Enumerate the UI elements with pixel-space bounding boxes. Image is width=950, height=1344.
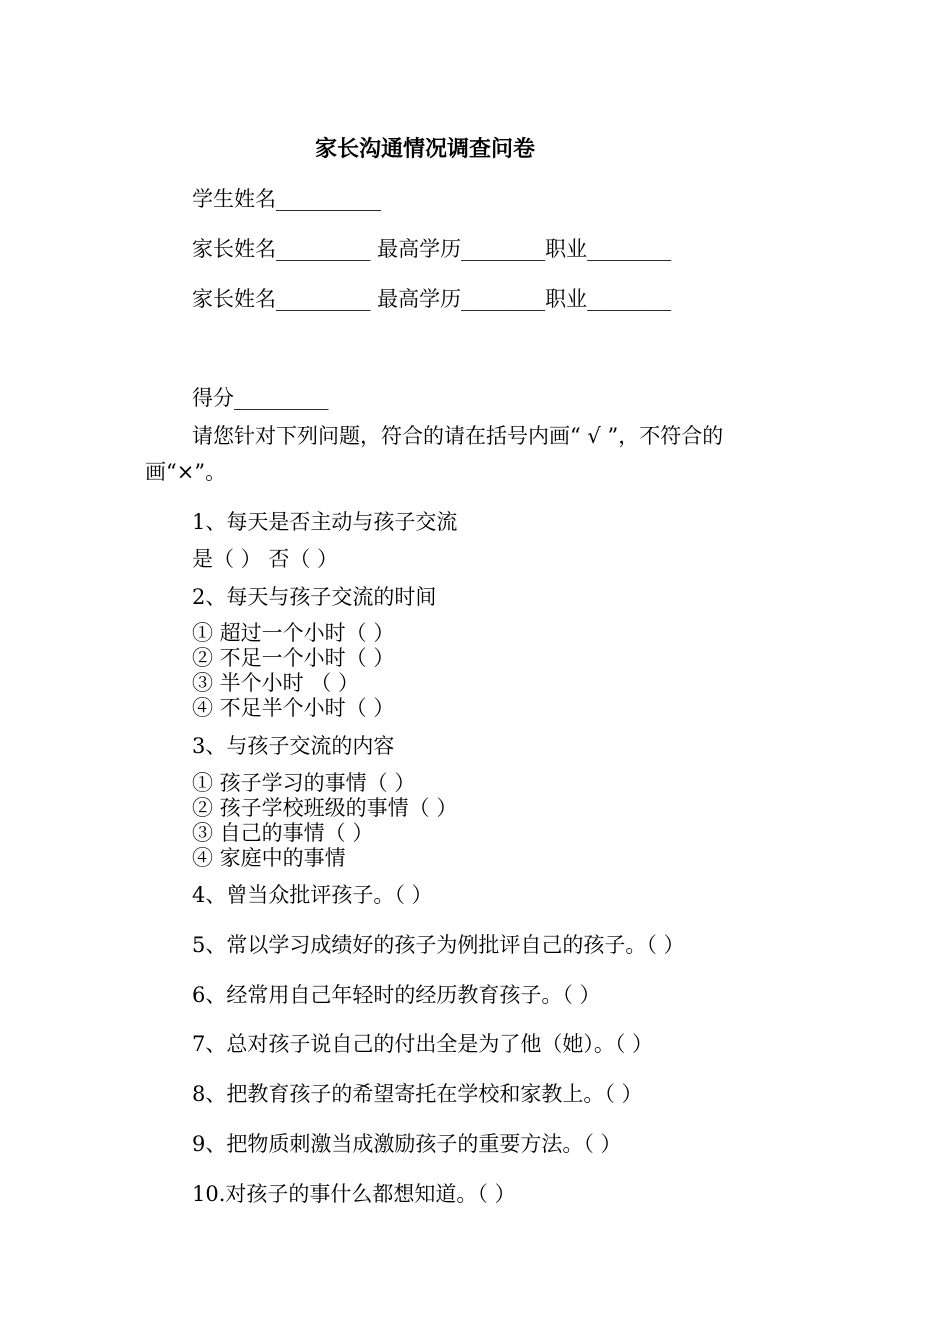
question-3-option-1: ① 孩子学习的事情（ ） bbox=[192, 771, 416, 795]
question-10: 10.对孩子的事什么都想知道。（ ） bbox=[192, 1182, 516, 1206]
question-3-option-4: ④ 家庭中的事情 bbox=[192, 846, 346, 870]
student-name-field: 学生姓名__________ bbox=[192, 187, 381, 211]
page-title: 家长沟通情况调查问卷 bbox=[314, 137, 535, 162]
question-2-option-3: ③ 半个小时 （ ） bbox=[192, 671, 360, 695]
parent2-info-field: 家长姓名_________ 最高学历________职业________ bbox=[192, 287, 672, 311]
question-3: 3、与孩子交流的内容 bbox=[192, 734, 395, 758]
question-1: 1、每天是否主动与孩子交流 bbox=[192, 510, 458, 534]
question-2: 2、每天与孩子交流的时间 bbox=[192, 585, 437, 609]
question-5: 5、常以学习成绩好的孩子为例批评自己的孩子。（ ） bbox=[192, 933, 685, 957]
question-3-option-3: ③ 自己的事情（ ） bbox=[192, 821, 374, 845]
score-field: 得分_________ bbox=[192, 386, 329, 410]
question-9: 9、把物质刺激当成激励孩子的重要方法。（ ） bbox=[192, 1132, 622, 1156]
question-6: 6、经常用自己年轻时的经历教育孩子。（ ） bbox=[192, 983, 601, 1007]
question-2-option-4: ④ 不足半个小时（ ） bbox=[192, 696, 395, 720]
question-3-option-2: ② 孩子学校班级的事情（ ） bbox=[192, 796, 458, 820]
question-4: 4、曾当众批评孩子。（ ） bbox=[192, 883, 433, 907]
instructions-line-2: 画“×”。 bbox=[145, 460, 227, 484]
parent1-info-field: 家长姓名_________ 最高学历________职业________ bbox=[192, 237, 672, 261]
question-2-option-2: ② 不足一个小时（ ） bbox=[192, 646, 395, 670]
instructions-line-1: 请您针对下列问题，符合的请在括号内画“ √ ”，不符合的 bbox=[192, 424, 724, 448]
question-8: 8、把教育孩子的希望寄托在学校和家教上。（ ） bbox=[192, 1082, 643, 1106]
question-1-answer: 是（ ） 否（ ） bbox=[192, 547, 339, 571]
question-2-option-1: ① 超过一个小时（ ） bbox=[192, 621, 395, 645]
question-7: 7、总对孩子说自己的付出全是为了他（她）。（ ） bbox=[192, 1032, 654, 1056]
